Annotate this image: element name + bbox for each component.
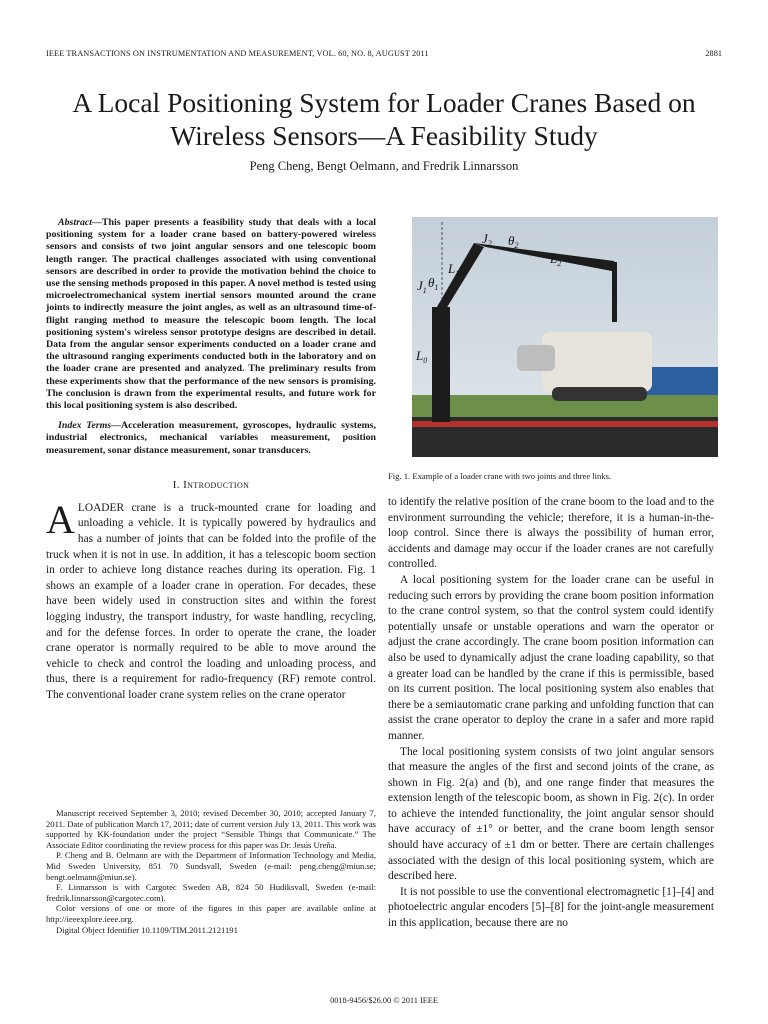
- intro-p1-continued: to identify the relative position of the crane boom to the load and to the environment surrounding the vehicle; therefore, it is a human-in-the-loop control. Since there is always the possibility of human error, accidents and damage may occur if the loader cranes are not carefully controlled.: [388, 496, 714, 571]
- footnote: F. Linnarsson is with Cargotec Sweden AB, 824 50 Hudiksvall, Sweden (e-mail: fredrik.linnarsson@cargotec.com).: [46, 882, 376, 903]
- abstract: [46, 217, 376, 412]
- label-l1: L: [448, 261, 456, 276]
- page-number: 2881: [705, 49, 722, 58]
- index-terms-text: —Acceleration measurement, gyroscopes, hydraulic systems, industrial electronics, mechanical variables measurement, position measurement, sonar distance measurement, sonar transducers.: [46, 420, 376, 456]
- intro-paragraph-3: The local positioning system consists of two joint angular sensors that measure the angles of the first and second joints of the crane, as shown in Fig. 2(a) and (b), and one range finder that measures the extension length of the telescopic boom, as shown in Fig. 2(c). In order to achieve the intended functionality, the joint angular sensor should have accuracy of ±1° or better, and the crane boom length sensor should have accuracy of ±1 dm or better. There are certain challenges associated with the design of this local positioning system, which are described here.: [388, 745, 714, 883]
- svg-text:L2: $L_2$: [550, 251, 562, 268]
- intro-paragraph-2: A local positioning system for the loader crane can be useful in reducing such errors by providing the crane boom position information to the crane control system, so that the control system could identify potentially unsafe or unstable operations and warn the operator or adjust the crane accordingly. The crane boom position information can also be used to dynamically adjust the crane loading capability, so that a greater load can be handled by the crane if this is permissible, based on its current position. The local positioning system also enables that there be a semiautomatic crane parking and unfolding function that can assist the crane operator to deploy the crane in a safer and more rapid manner.: [388, 573, 714, 742]
- label-theta1: θ: [428, 275, 435, 290]
- section-number: I.: [172, 478, 180, 491]
- load-machine: [542, 332, 652, 392]
- paper-title: A Local Positioning System for Loader Cranes Based on Wireless Sensors—A Feasibility Study: [72, 87, 696, 151]
- abstract-text: —This paper presents a feasibility study that deals with a local positioning system for a loader crane based on battery-powered wireless sensors and consists of two joint angular sensors and one telescopic boom length ranger. The practical challenges associated with using conventional sensors are described in order to provide the motivation behind the choice to use the sensing methods proposed in this paper. A novel method is tested using microelectromechanical system inertial sensors mounted around the crane joints to indirectly measure the joint angles, as well as an ultrasound time-of-flight ranging method to measure the telescopic boom length. The local positioning system's wireless sensor prototype designs are described in detail. Data from the angular sensor experiments conducted on a loader crane and the ultrasound ranging experiments conducted both in the laboratory and on the loader crane are presented and analyzed. The preliminary results from these experiments show that the performance of the new sensors is promising. The conclusion is drawn from the experimental results, and future work for this local positioning system is also described.: [46, 217, 376, 412]
- crane-illustration: [412, 217, 718, 457]
- abstract-label: Abstract: [58, 217, 93, 228]
- label-l0: L: [416, 348, 424, 363]
- svg-text:L1: $L_1$: [448, 261, 460, 278]
- label-theta2: θ: [508, 233, 515, 248]
- svg-text:θ2: $\theta_2$: [508, 233, 519, 250]
- crane-column: [432, 307, 450, 422]
- right-column: [388, 495, 714, 932]
- label-j1: J: [417, 278, 423, 293]
- svg-text:J2: $J_2$: [482, 231, 492, 248]
- index-terms-label: Index Terms: [58, 420, 112, 432]
- load-tracks: [552, 387, 647, 401]
- svg-text:J1: $J_1$: [417, 278, 427, 295]
- label-l2: L: [550, 251, 558, 266]
- section-title: Introduction: [183, 478, 250, 491]
- figure-1-crane-photo: [412, 217, 718, 457]
- section-heading: [46, 479, 376, 491]
- label-j2: J: [482, 231, 488, 246]
- left-column: [46, 217, 376, 704]
- truck-stripe: [412, 421, 718, 427]
- figure-1-caption: Fig. 1. Example of a loader crane with two joints and three links.: [388, 471, 612, 481]
- footnote: P. Cheng and B. Oelmann are with the Department of Information Technology and Media, Mid Sweden University, 851 70 Sundsvall, Sweden (e-mail: peng.cheng@miun.se; bengt.oelmann@miun.se).: [46, 850, 376, 882]
- intro-paragraph-1: [46, 496, 376, 704]
- journal-header: IEEE TRANSACTIONS ON INSTRUMENTATION AND MEASUREMENT, VOL. 60, NO. 8, AUGUST 2011: [46, 49, 429, 58]
- footnote: Manuscript received September 3, 2010; revised December 30, 2010; accepted January 7, 2011. Date of publication March 17, 2011; date of current version July 13, 2011. This work was supported by KK-foundation under the project “Sensible Things that Communicate.” The Associate Editor coordinating the review process for this paper was Dr. Jesús Ureña.: [46, 808, 376, 850]
- svg-text:L0: $L_0$: [416, 348, 428, 365]
- copyright-footer: 0018-9456/$26.00 © 2011 IEEE: [330, 996, 438, 1005]
- intro-paragraph-4: It is not possible to use the conventional electromagnetic [1]–[4] and photoelectric angular encoders [5]–[8] for the joint-angle measurement in this application, because there are no: [388, 885, 714, 930]
- svg-text:θ1: $\theta_1$: [428, 275, 439, 292]
- footnote: Digital Object Identifier 10.1109/TIM.2011.2121191: [56, 924, 238, 935]
- authors: Peng Cheng, Bengt Oelmann, and Fredrik Linnarsson: [249, 159, 519, 173]
- intro-p1-left: LOADER crane is a truck-mounted crane for loading and unloading a vehicle. It is typically powered by hydraulics and has a number of joints that can be folded into the profile of the truck when it is not in use. In addition, it has a telescopic boom section in order to achieve long distance reaches during its operation. Fig. 1 shows an example of a loader crane in operation. For decades, these have been widely used in construction sites and within the forest logging industry, the transport industry, for waste handling, recycling, and for the defense forces. In order to operate the crane, the loader crane operator is normally required to be able to move around the vehicle to check and control the loading and unloading process, and thus, there is a requirement for radio-frequency (RF) remote control. The conventional loader crane system relies on the crane operator: [46, 501, 376, 701]
- crane-hook-line: [612, 262, 617, 322]
- footnotes: [46, 808, 376, 935]
- index-terms: [46, 420, 376, 457]
- footnote: Color versions of one or more of the figures in this paper are available online at http://ieeexplore.ieee.org.: [46, 903, 376, 924]
- load-drill-head: [517, 345, 555, 371]
- dropcap: A: [46, 496, 75, 542]
